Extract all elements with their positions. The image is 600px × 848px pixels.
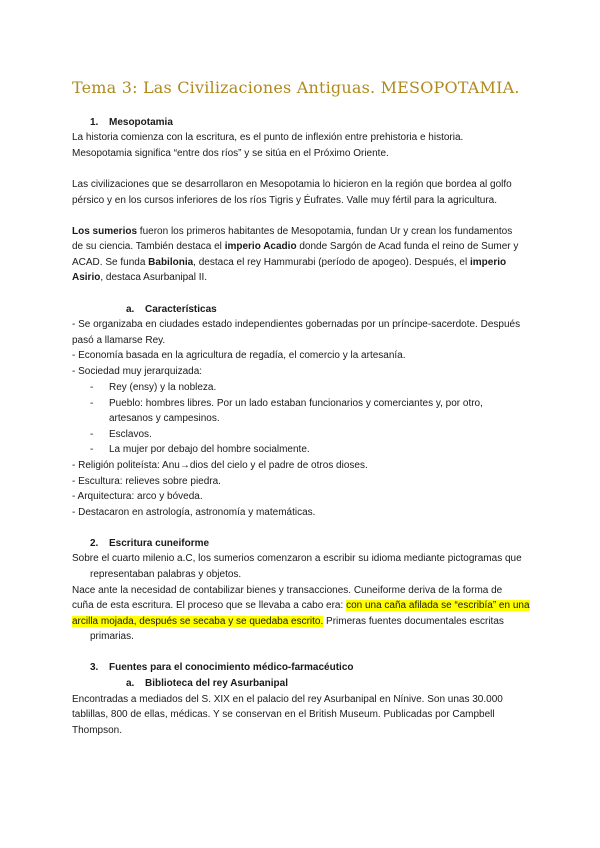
highlight: con una caña afilada se “escribía” en una [346, 600, 530, 611]
section-2-number: 2. [90, 538, 99, 549]
section-3-heading: Fuentes para el conocimiento médico-farmacéutico [109, 662, 354, 673]
sublist-item: La mujer por debajo del hombre socialmente. [109, 444, 310, 455]
paragraph-line: pérsico y en los cursos inferiores de los ríos Tigris y Éufrates. Valle muy fértil para la agricultura. [72, 195, 497, 206]
list-item: - Religión politeísta: Anu→dios del cielo y el padre de otros dioses. [72, 460, 368, 471]
paragraph-line: Nace ante la necesidad de contabilizar bienes y transacciones. Cuneiforme deriva de la forma de [72, 585, 503, 596]
section-3-number: 3. [90, 662, 99, 673]
paragraph-line: Los sumerios fueron los primeros habitantes de Mesopotamia, fundan Ur y crean los fundamentos [72, 226, 513, 237]
sublist-item: Pueblo: hombres libres. Por un lado estaban funcionarios y comerciantes y, por otro, [109, 398, 483, 409]
subsection-a-letter: a. [126, 304, 135, 315]
sublist-item: artesanos y campesinos. [109, 413, 220, 424]
paragraph-line: ACAD. Se funda Babilonia, destaca el rey Hammurabi (período de apogeo). Después, el imperio [72, 257, 507, 268]
bullet-dash: - [90, 398, 94, 409]
paragraph-line: Mesopotamia significa “entre dos ríos” y se sitúa en el Próximo Oriente. [72, 148, 389, 159]
paragraph-line: arcilla mojada, después se secaba y se quedaba escrito. Primeras fuentes documentales escritas [72, 616, 504, 627]
paragraph-line: cuña de esta escritura. El proceso que se llevaba a cabo era: con una caña afilada se “escribía” en una [72, 600, 530, 611]
subsection-a-heading: Características [145, 304, 217, 315]
sublist-item: Esclavos. [109, 429, 152, 440]
paragraph-line: Sobre el cuarto milenio a.C, los sumerios comenzaron a escribir su idioma mediante pictogramas que [72, 553, 522, 564]
section-2-heading: Escritura cuneiforme [109, 538, 210, 549]
paragraph-line: de su ciencia. También destaca el imperio Acadio donde Sargón de Acad funda el reino de Sumer y [72, 241, 519, 252]
section-1-number: 1. [90, 117, 99, 128]
list-item: - Destacaron en astrología, astronomía y matemáticas. [72, 507, 316, 518]
paragraph-line: tablillas, 800 de ellas, médicas. Y se conservan en el British Museum. Publicadas por Campbell [72, 709, 495, 720]
list-item: - Sociedad muy jerarquizada: [72, 366, 203, 377]
list-item: - Economía basada en la agricultura de regadía, el comercio y la artesanía. [72, 350, 406, 361]
subsection-3a-heading: Biblioteca del rey Asurbanipal [145, 678, 289, 689]
highlight: arcilla mojada, después se secaba y se quedaba escrito. [72, 616, 324, 627]
list-item: pasó a llamarse Rey. [72, 335, 166, 346]
paragraph-line: Las civilizaciones que se desarrollaron en Mesopotamia lo hicieron en la región que bordea al golfo [72, 179, 512, 190]
section-1-heading: Mesopotamia [109, 117, 173, 128]
bullet-dash: - [90, 382, 94, 393]
bullet-dash: - [90, 444, 94, 455]
paragraph-line: representaban palabras y objetos. [90, 569, 242, 580]
sublist-item: Rey (ensy) y la nobleza. [109, 382, 217, 393]
list-item: - Se organizaba en ciudades estado independientes gobernadas por un príncipe-sacerdote. Después [72, 319, 521, 330]
list-item: - Escultura: relieves sobre piedra. [72, 476, 221, 487]
paragraph-line: primarias. [90, 631, 134, 642]
paragraph-line: Encontradas a mediados del S. XIX en el palacio del rey Asurbanipal en Nínive. Son unas 30.000 [72, 694, 503, 705]
paragraph-line: Thompson. [72, 725, 123, 736]
paragraph-line: Asirio, destaca Asurbanipal II. [72, 272, 208, 283]
bullet-dash: - [90, 429, 94, 440]
paragraph-line: La historia comienza con la escritura, es el punto de inflexión entre prehistoria e historia. [72, 132, 464, 143]
page-title: Tema 3: Las Civilizaciones Antiguas. MESOPOTAMIA. [72, 78, 520, 97]
subsection-3a-letter: a. [126, 678, 135, 689]
list-item: - Arquitectura: arco y bóveda. [72, 491, 203, 502]
